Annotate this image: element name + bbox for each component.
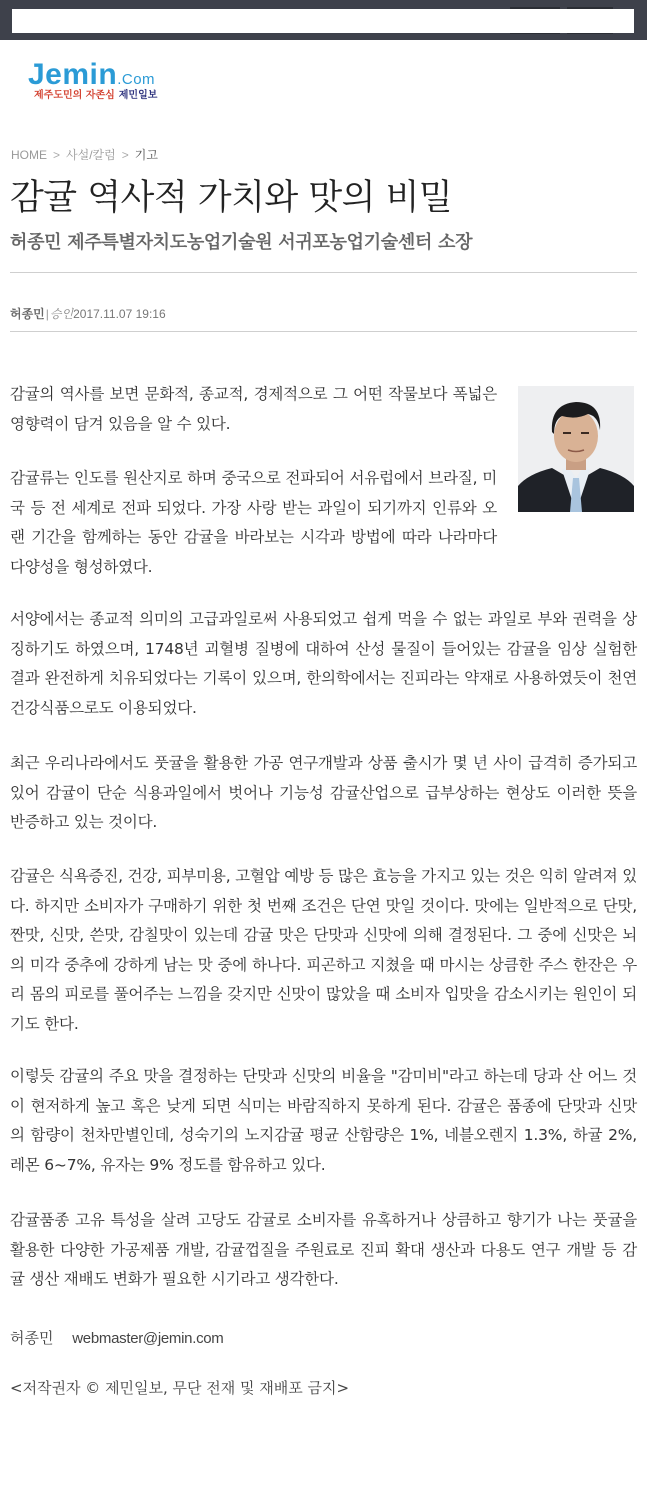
breadcrumb-editorial[interactable]: 사설/칼럼 [66, 148, 116, 162]
byline-author[interactable]: 허종민 [10, 307, 45, 321]
article-paragraph: 감귤품종 고유 특성을 살려 고당도 감귤로 소비자를 유혹하거나 상큼하고 향기가 나는 풋귤을 활용한 다양한 가공제품 개발, 감귤껍질을 주원료로 진피 확대 생산과 다용도 연구 개발 등 감귤 생산 재배도 변화가 필요한 시기라고 생각한다. [10, 1211, 637, 1288]
byline-approved-label: 승인 [49, 307, 74, 321]
chevron-right-icon: > [53, 147, 61, 162]
byline-separator: | [45, 306, 49, 321]
address-input[interactable] [12, 9, 512, 33]
chevron-right-icon: > [121, 147, 129, 162]
logo-main-text: Jemin [28, 58, 118, 91]
signature-name: 허종민 [10, 1329, 54, 1347]
byline-datetime: 2017.11.07 19:16 [73, 306, 166, 321]
logo-slogan-red: 제주도민의 자존심 [34, 90, 115, 101]
divider [10, 331, 637, 332]
logo-dotcom: .Com [117, 71, 156, 88]
article-paragraph: 감귤은 식욕증진, 건강, 피부미용, 고혈압 예방 등 많은 효능을 가지고 있는 것은 익히 알려져 있다. 하지만 소비자가 구매하기 위한 첫 번째 조건은 단연 맛일 것이다. 맛에는 일반적으로 단맛, 짠맛, 신맛, 쓴맛, 감칠맛이 있는데 감귤 맛은 단맛과 신맛에 의해 결정된다. 그 중에 신맛은 뇌의 미각 중추에 강하게 남는 맛 중에 하나다. 피곤하고 지쳤을 때 마시는 상큼한 주스 한잔은 우리 몸의 피로를 풀어주는 느낌을 갖지만 신맛이 많았을 때 소비자 입맛을 감소시키는 원인이 되기도 한다. [10, 867, 637, 1033]
top-bar [0, 0, 647, 40]
portrait-image [518, 386, 634, 512]
breadcrumb [11, 146, 158, 163]
article-signature [10, 1327, 224, 1348]
author-photo [518, 386, 634, 512]
article-paragraph: 서양에서는 종교적 의미의 고급과일로써 사용되었고 쉽게 먹을 수 없는 과일로 부와 권력을 상징하기도 하였으며, 1748년 괴혈병 질병에 대하여 산성 물질이 들어있는 감귤을 임상 실험한 결과 완전하게 치유되었다는 기록이 있으며, 한의학에서는 진피라는 약재로 사용하였듯이 천연건강식품으로도 이용되었다. [10, 610, 637, 717]
logo-slogan-navy: 제민일보 [118, 90, 158, 101]
breadcrumb-contribution[interactable]: 기고 [134, 148, 158, 162]
signature-email[interactable]: webmaster@jemin.com [72, 1330, 224, 1347]
site-logo[interactable] [28, 60, 178, 110]
article-title: 감귤 역사적 가치와 맛의 비밀 [10, 178, 453, 218]
article-paragraph: 감귤의 역사를 보면 문화적, 종교적, 경제적으로 그 어떤 작물보다 폭넓은 영향력이 담겨 있음을 알 수 있다. [10, 385, 497, 433]
article-byline [10, 305, 166, 322]
breadcrumb-home[interactable]: HOME [11, 147, 47, 162]
address-input-extension[interactable] [500, 9, 634, 33]
copyright-notice: <저작권자 © 제민일보, 무단 전재 및 재배포 금지> [10, 1379, 350, 1397]
logo-slogan [34, 90, 157, 102]
divider [10, 272, 637, 273]
article-paragraph: 이렇듯 감귤의 주요 맛을 결정하는 단맛과 신맛의 비율을 "감미비"라고 하는데 당과 산 어느 것이 현저하게 높고 혹은 낮게 되면 식미는 바람직하지 못하게 된다. 감귤은 품종에 단맛과 신맛의 함량이 천차만별인데, 성숙기의 노지감귤 평균 산함량은 1%, 네블오렌지 1.3%, 하귤 2%, 레몬 6~7%, 유자는 9% 정도를 함유하고 있다. [10, 1067, 637, 1174]
article-paragraph: 최근 우리나라에서도 풋귤을 활용한 가공 연구개발과 상품 출시가 몇 년 사이 급격히 증가되고 있어 감귤이 단순 식용과일에서 벗어나 기능성 감귤산업으로 급부상하는 현상도 이러한 뜻을 반증하고 있는 것이다. [10, 754, 637, 831]
article-subtitle: 허종민 제주특별자치도농업기술원 서귀포농업기술센터 소장 [10, 232, 473, 253]
article-paragraph: 감귤류는 인도를 원산지로 하며 중국으로 전파되어 서유럽에서 브라질, 미국 등 전 세계로 전파 되었다. 가장 사랑 받는 과일이 되기까지 인류와 오랜 기간을 함께하는 동안 감귤을 바라보는 시각과 방법에 따라 나라마다 다양성을 형성하였다. [10, 469, 497, 576]
